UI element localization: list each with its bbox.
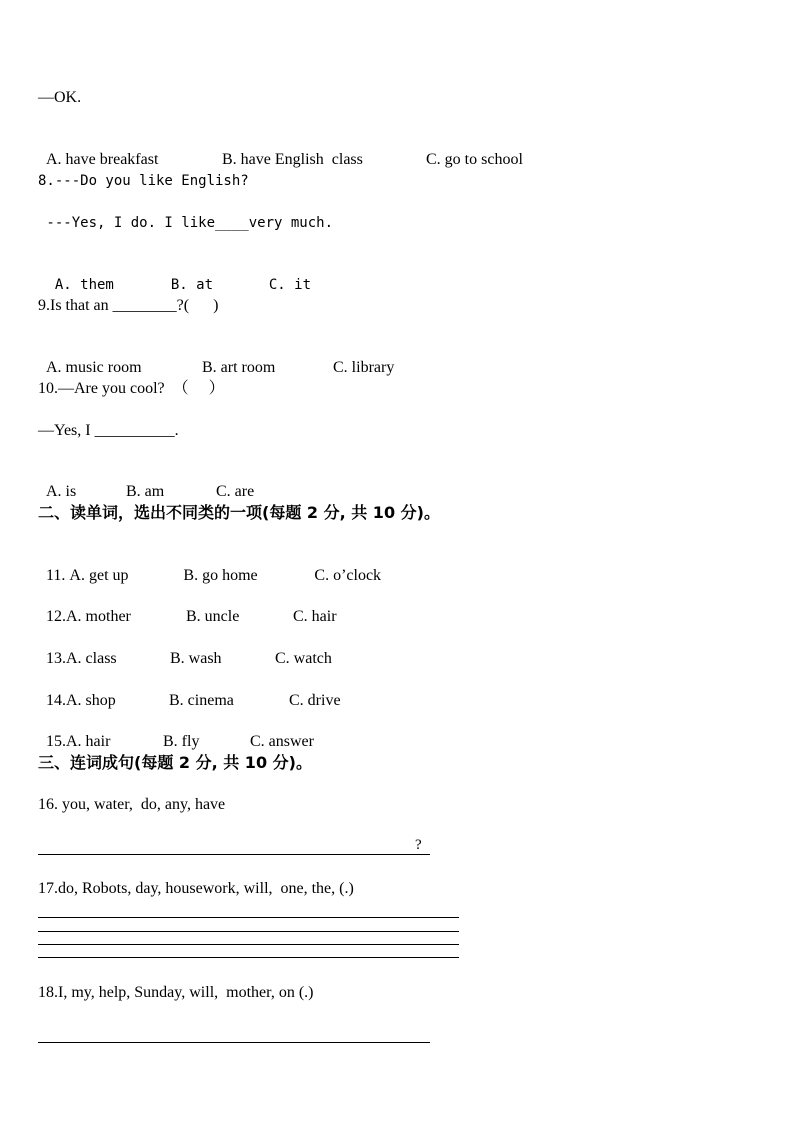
q16-words: 16. you, water, do, any, have — [38, 796, 226, 813]
q14-row — [38, 671, 341, 711]
q10-option-a: A. is — [46, 483, 77, 500]
q15-number: 15. — [46, 733, 66, 750]
q9-option-c: C. library — [333, 359, 395, 376]
q15-option-c: C. answer — [250, 733, 314, 750]
q18-answer-line — [38, 1042, 430, 1043]
q10-answer: —Yes, I __________. — [38, 422, 179, 439]
q7-option-b: B. have English class — [222, 151, 363, 168]
q13-option-a: A. class — [66, 650, 117, 667]
q17-words: 17.do, Robots, day, housework, will, one, the, (.) — [38, 880, 354, 897]
text-ok: —OK. — [38, 89, 82, 106]
q13-number: 13. — [46, 650, 66, 667]
q16-question-mark: ? — [415, 837, 422, 853]
q8-stem: 8.---Do you like English? — [38, 173, 249, 189]
q18-words: 18.I, my, help, Sunday, will, mother, on (.) — [38, 984, 314, 1001]
q11-option-a: A. get up — [69, 567, 129, 584]
q11-option-b: B. go home — [183, 567, 258, 584]
q10-option-c: C. are — [216, 483, 255, 500]
q16-answer-line — [38, 854, 430, 855]
q17-answer-line-4 — [38, 957, 459, 958]
q8-answer: ---Yes, I do. I like____very much. — [38, 215, 334, 231]
q11-option-c: C. o’clock — [314, 567, 382, 584]
q12-option-c: C. hair — [293, 608, 337, 625]
q8-option-b: B. at — [170, 277, 214, 293]
q11-number: 11. — [46, 567, 70, 584]
q12-option-a: A. mother — [66, 608, 131, 625]
q9-option-a: A. music room — [46, 359, 142, 376]
q13-option-c: C. watch — [275, 650, 332, 667]
q13-option-b: B. wash — [170, 650, 222, 667]
q12-number: 12. — [46, 608, 66, 625]
section-3-heading: 三、连词成句(每题 2 分, 共 10 分)。 — [38, 753, 312, 772]
q12-row — [38, 587, 337, 627]
q9-option-b: B. art room — [202, 359, 276, 376]
q15-row — [38, 712, 314, 752]
q7-option-c: C. go to school — [426, 151, 523, 168]
q17-answer-line-1 — [38, 917, 459, 918]
q8-options — [38, 255, 311, 295]
q17-answer-line-3 — [38, 944, 459, 945]
q12-option-b: B. uncle — [186, 608, 240, 625]
q14-option-a: A. shop — [66, 692, 116, 709]
q7-options — [38, 130, 523, 170]
q9-stem: 9.Is that an ________?( ) — [38, 297, 219, 314]
q15-option-a: A. hair — [66, 733, 111, 750]
q14-option-c: C. drive — [289, 692, 341, 709]
q11-row — [38, 546, 381, 586]
q14-number: 14. — [46, 692, 66, 709]
q10-stem: 10.—Are you cool? （ ） — [38, 380, 225, 397]
q10-option-b: B. am — [126, 483, 165, 500]
q8-option-a: A. them — [54, 277, 114, 293]
q7-option-a: A. have breakfast — [46, 151, 159, 168]
q13-row — [38, 629, 332, 669]
q14-option-b: B. cinema — [169, 692, 234, 709]
q8-option-c: C. it — [268, 277, 312, 293]
section-2-heading: 二、读单词，选出不同类的一项(每题 2 分, 共 10 分)。 — [38, 503, 440, 522]
q15-option-b: B. fly — [163, 733, 200, 750]
q17-answer-line-2 — [38, 931, 459, 932]
q10-options — [38, 462, 254, 502]
q9-options — [38, 338, 394, 378]
